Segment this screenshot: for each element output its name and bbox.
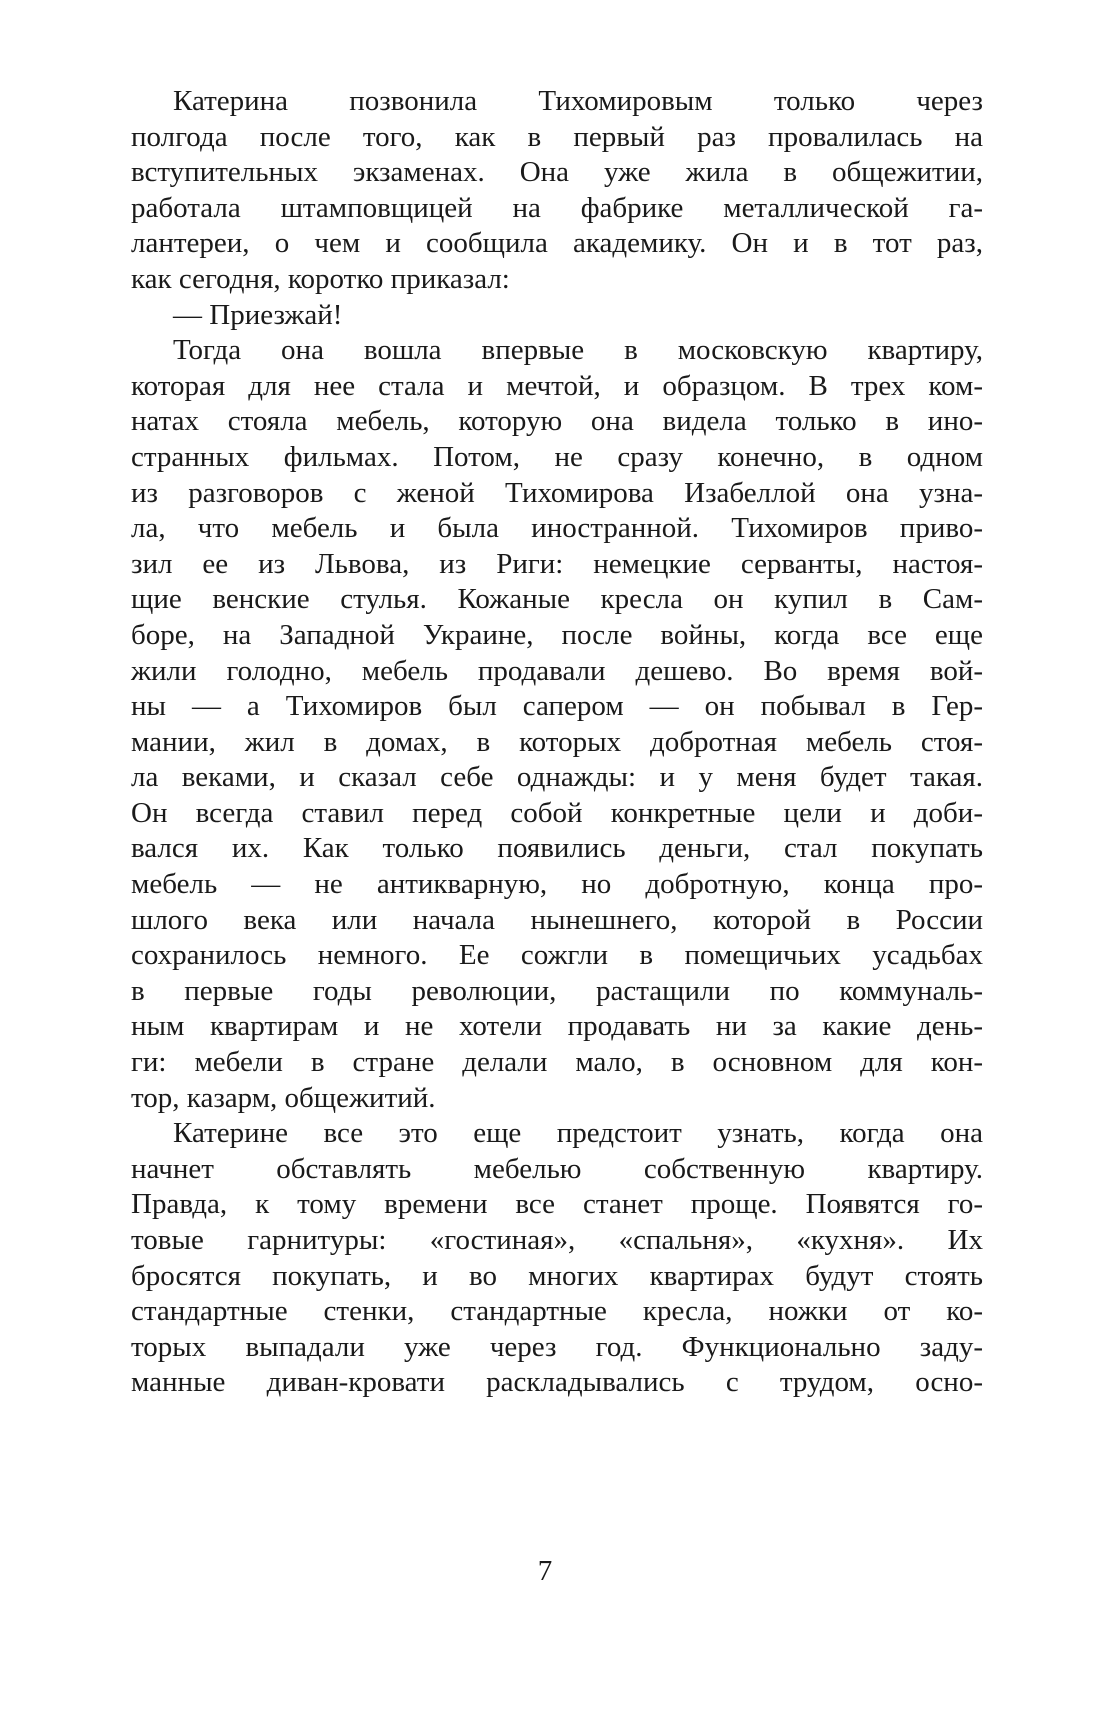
text-line: Катерина позвонила Тихомировым только через [173, 85, 983, 117]
text-line: товые гарнитуры: «гостиная», «спальня», «кухня». Их [131, 1224, 983, 1256]
text-line: из разговоров с женой Тихомирова Изабеллой она узна- [131, 476, 983, 509]
text-line: натах стояла мебель, которую она видела только в ино- [131, 405, 983, 438]
text-line: ла, что мебель и была иностранной. Тихомиров приво- [131, 512, 983, 545]
page-number [0, 1555, 1100, 1588]
text-line: мебель — не антикварную, но добротную, конца про- [131, 868, 983, 901]
text-line: стандартные стенки, стандартные кресла, ножки от ко- [131, 1295, 983, 1328]
text-line: бросятся покупать, и во многих квартирах будут стоять [131, 1259, 983, 1292]
text-line: как сегодня, коротко приказал: [131, 262, 510, 295]
page-number-label: 7 [537, 1555, 553, 1587]
text-line: лантереи, о чем и сообщила академику. Он и в тот раз, [131, 227, 983, 260]
text-line: начнет обставлять мебелью собственную квартиру. [131, 1152, 983, 1185]
text-line: Правда, к тому времени все станет проще. Появятся го- [131, 1188, 983, 1221]
text-line: ги: мебели в стране делали мало, в основном для кон- [131, 1046, 983, 1079]
text-line: шлого века или начала нынешнего, которой в России [131, 903, 983, 936]
text-line: вался их. Как только появились деньги, стал покупать [131, 832, 983, 865]
text-line: Катерине все это еще предстоит узнать, когда она [173, 1117, 983, 1150]
text-line: работала штамповщицей на фабрике металлической га- [131, 191, 983, 224]
text-line: странных фильмах. Потом, не сразу конечно, в одном [131, 440, 983, 473]
text-line: тор, казарм, общежитий. [131, 1081, 436, 1114]
text-line: ным квартирам и не хотели продавать ни за какие день- [131, 1010, 983, 1043]
text-line: манные диван-кровати раскладывались с трудом, осно- [131, 1366, 983, 1399]
text-line: — Приезжай! [173, 298, 343, 331]
text-line: вступительных экзаменах. Она уже жила в общежитии, [131, 156, 983, 189]
text-line: ла веками, и сказал себе однажды: и у меня будет такая. [131, 761, 983, 794]
text-line: боре, на Западной Украине, после войны, когда все еще [131, 618, 983, 651]
text-line: в первые годы революции, растащили по коммуналь- [131, 974, 983, 1007]
text-line: торых выпадали уже через год. Функционально заду- [131, 1330, 983, 1363]
text-line: которая для нее стала и мечтой, и образцом. В трех ком- [131, 369, 983, 402]
text-line: жили голодно, мебель продавали дешево. Во время вой- [131, 654, 983, 687]
text-line: мании, жил в домах, в которых добротная мебель стоя- [131, 725, 983, 758]
text-line: Тогда она вошла впервые в московскую квартиру, [173, 334, 983, 367]
text-line: сохранилось немного. Ее сожгли в помещичьих усадьбах [131, 939, 983, 972]
text-line: зил ее из Львова, из Риги: немецкие серванты, настоя- [131, 547, 983, 580]
text-line: щие венские стулья. Кожаные кресла он купил в Сам- [131, 583, 983, 616]
text-line: полгода после того, как в первый раз провалилась на [131, 120, 983, 153]
body-text [131, 84, 983, 1401]
text-line: Он всегда ставил перед собой конкретные цели и доби- [131, 796, 983, 829]
text-line: ны — а Тихомиров был сапером — он побывал в Гер- [131, 690, 983, 723]
